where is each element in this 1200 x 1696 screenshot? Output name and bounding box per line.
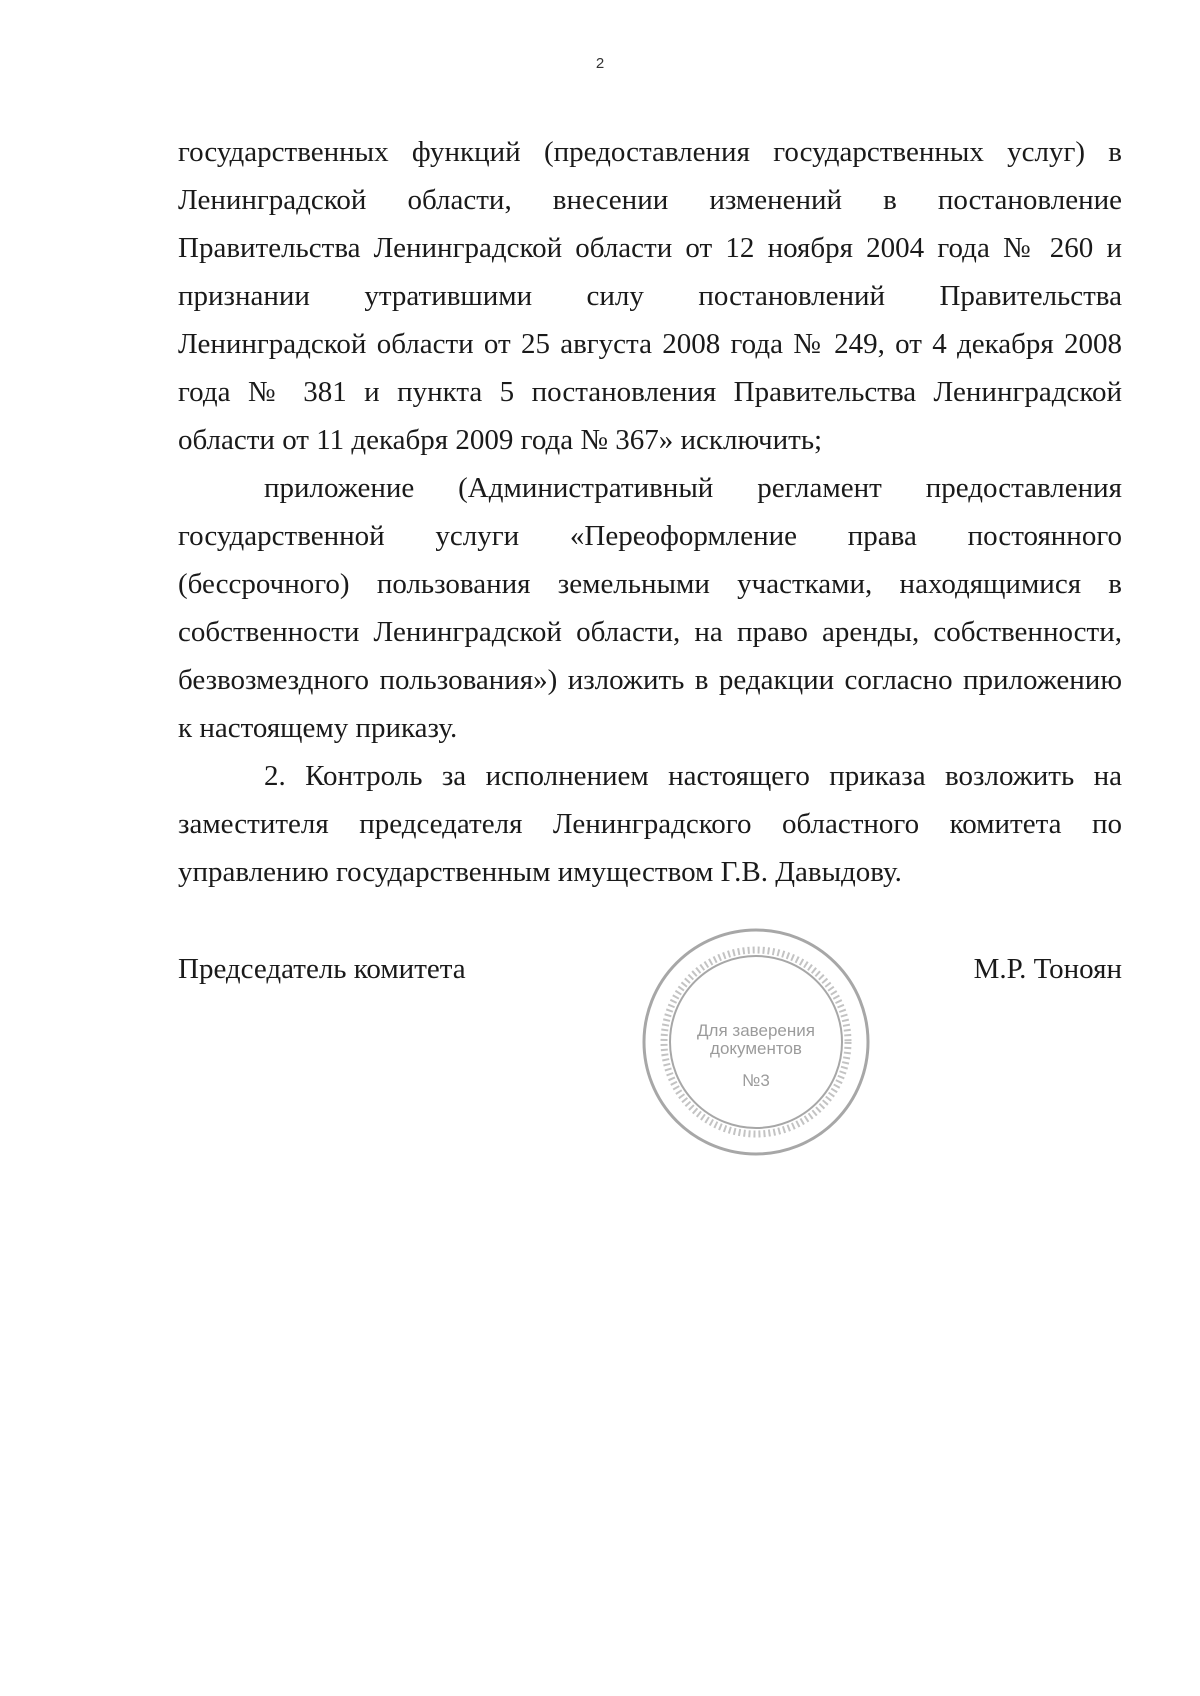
signatory-title: Председатель комитета [178, 953, 466, 985]
paragraph-control: 2. Контроль за исполнением настоящего приказа возложить на заместителя председателя Ленинградского областного комитета по управлению государственным имуществом Г.В. Давыдову. [178, 760, 1122, 888]
stamp-text-line2: документов [710, 1039, 802, 1058]
stamp-number: №3 [742, 1071, 770, 1090]
paragraph-continuation: государственных функций (предоставления государственных услуг) в Ленинградской области, внесении изменений в постановление Правительства Ленинградской области от 12 ноября 2004 года № 260 и признании утратившими силу постановлений Правительства Ленинградской области от 25 августа 2008 года № 249, от 4 декабря 2008 года № 381 и пункта 5 постановления Правительства Ленинградской области от 11 декабря 2009 года № 367» исключить; [178, 136, 1122, 456]
page-number: 2 [595, 55, 605, 72]
signatory-name: М.Р. Тоноян [973, 953, 1122, 985]
stamp-text-line1: Для заверения [697, 1021, 815, 1040]
document-body [178, 128, 1122, 896]
paragraph-appendix: приложение (Административный регламент предоставления государственной услуги «Переоформление права постоянного (бессрочного) пользования земельными участками, находящимися в собственности Ленинградской области, на право аренды, собственности, безвозмездного пользования») изложить в редакции согласно приложению к настоящему приказу. [178, 472, 1122, 744]
seal-stamp [638, 924, 874, 1160]
